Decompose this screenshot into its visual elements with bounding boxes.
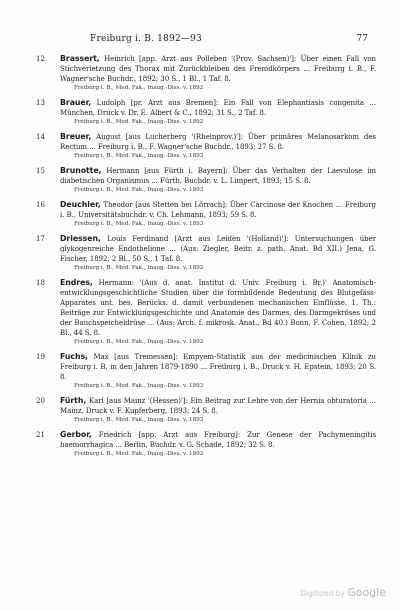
entry-body	[60, 396, 376, 416]
entry-body	[60, 234, 376, 264]
entry-text: Hermann: '(Aus d. anat. Institut d. Univ. Freiburg i. Br.)' Anatomisch-entwicklungsgeschichtliche Studien über die formbildende Bedeutung des Blutgefäss-Apparates unt. bes. Berücks. d. damit verbundenen mechanischen Einflüsse. 1. Th.: Beiträge zur Entwicklungsgeschichte und Anatomie des Darmes, des Darmgekröses und der Bauchspeicheldrüse ... (Aus: Arch. f. mikrosk. Anat., Bd 40.) Bonn, F. Cohen, 1892; 2 Bl., 44 S. 8.	[60, 279, 376, 337]
entry-number: 13	[36, 99, 45, 107]
entry-text: Ludolph [pr. Arzt aus Bremen]: Ein Fall von Elephantiasis congenita ... München, Druck v. Dr. E. Albert & C., 1892; 31 S., 2 Taf. 8.	[60, 99, 376, 117]
entry-author: Fuchs,	[60, 352, 88, 361]
entry-number: 14	[36, 133, 45, 141]
page-number: 77	[356, 34, 368, 44]
entry-note: Freiburg i. B., Med. Fak., Inaug.-Diss. v. 1893	[74, 153, 204, 159]
entry-text: Max [aus Tremessen]: Empyem-Statistik aus der medicinischen Klinik zu Freiburg i. B. in den Jahren 1879-1890 ... Freiburg i. B., Druck v. H. Epstein, 1893; 20 S. 8.	[60, 353, 376, 381]
list-item	[30, 98, 376, 126]
entry-body	[60, 352, 376, 382]
entry-number: 18	[36, 279, 45, 287]
entry-author: Brassert,	[60, 54, 100, 63]
list-item	[30, 54, 376, 92]
entry-body	[60, 132, 376, 152]
entry-text: August [aus Lucherberg '(Rheinprov.)']: Über primäres Melanosarkom des Rectum ... Freiburg i. B., F. Wagner'sche Buchdr., 1893; 27 S. 8.	[60, 133, 376, 151]
entry-note: Freiburg i. B., Med. Fak., Inaug.-Diss. v. 1893	[74, 187, 204, 193]
entry-author: Deuchler,	[60, 200, 101, 209]
entry-author: Brauer,	[60, 98, 92, 107]
entry-note: Freiburg i. B., Med. Fak., Inaug.-Diss. v. 1892	[74, 85, 204, 91]
entry-note: Freiburg i. B., Med. Fak., Inaug.-Diss. v. 1893	[74, 221, 204, 227]
page-header	[30, 34, 382, 48]
entry-note: Freiburg i. B., Med. Fak., Inaug.-Diss. v. 1892	[74, 451, 204, 457]
entry-author: Breuer,	[60, 132, 92, 141]
entry-text: Heinrich [app. Arzt aus Polleben '(Prov. Sachsen)']: Über einen Fall von Stichverletzung des Thorax mit Zurückbleiben des Fremdkörpers ... Freiburg i. B., F. Wagner'sche Buchdr., 1892; 30 S., 1 Bl., 1 Taf. 8.	[60, 55, 376, 83]
entry-note: Freiburg i. B., Med. Fak., Inaug.-Diss. v. 1892	[74, 339, 204, 345]
google-logo: Google	[347, 586, 386, 599]
list-item	[30, 166, 376, 194]
entry-number: 20	[36, 397, 45, 405]
entry-note: Freiburg i. B., Med. Fak., Inaug.-Diss. v. 1892	[74, 119, 204, 125]
entry-body	[60, 166, 376, 186]
list-item	[30, 200, 376, 228]
entry-text: Friedrich [app. Arzt aus Freiburg]: Zur Genese der Pachymeningitis haemorrhagica ... Berlin, Buchdr. v. G. Schade, 1892; 32 S. 8.	[60, 431, 376, 449]
entry-number: 21	[36, 431, 45, 439]
entry-number: 15	[36, 167, 45, 175]
list-item	[30, 396, 376, 424]
entry-number: 17	[36, 235, 45, 243]
entry-note: Freiburg i. B., Med. Fak., Inaug.-Diss. v. 1893	[74, 383, 204, 389]
watermark-prefix: Digitized by	[300, 589, 345, 598]
entry-list	[30, 54, 376, 464]
entry-author: Brunotte,	[60, 166, 102, 175]
list-item	[30, 352, 376, 390]
entry-note: Freiburg i. B., Med. Fak., Inaug.-Diss. v. 1893	[74, 417, 204, 423]
entry-text: Hermann [aus Fürth i. Bayern]: Über das Verhalten der Laevulose im diabetischen Organismus ... Fürth, Buchdr. v. L. Limpert, 1893; 15 S. 8.	[60, 167, 376, 185]
running-title: Freiburg i. B. 1892—93	[90, 34, 202, 44]
entry-number: 16	[36, 201, 45, 209]
entry-text: Karl [aus Mainz '(Hessen)']: Ein Beitrag zur Lehre von der Hernia obturatoria ... Mainz, Druck v. F. Kupferberg, 1893; 24 S. 8.	[60, 397, 376, 415]
digitized-watermark	[300, 586, 386, 599]
entry-note: Freiburg i. B., Med. Fak., Inaug.-Diss. v. 1892	[74, 265, 204, 271]
entry-body	[60, 278, 376, 338]
entry-body	[60, 200, 376, 220]
entry-number: 12	[36, 55, 45, 63]
entry-author: Fürth,	[60, 396, 87, 405]
entry-author: Driessen,	[60, 234, 101, 243]
entry-body	[60, 54, 376, 84]
entry-body	[60, 98, 376, 118]
list-item	[30, 430, 376, 458]
list-item	[30, 278, 376, 346]
entry-author: Endres,	[60, 278, 93, 287]
list-item	[30, 132, 376, 160]
entry-number: 19	[36, 353, 45, 361]
entry-body	[60, 430, 376, 450]
entry-text: Louis Ferdinand [Arzt aus Leiden '(Holland)']: Untersuchungen über glykogenreiche Endothelione ... (Aus: Ziegler, Beitr. z. path. Anat. Bd XII.) Jena, G. Fischer, 1892; 2 Bl., 50 S., 1 Taf. 8.	[60, 235, 376, 263]
list-item	[30, 234, 376, 272]
entry-text: Theodor [aus Stetten bei Lörrach]: Über Carcinose der Knochen ... Freiburg i. B., Universitätsbuchdr. v. Ch. Lehmann, 1893; 59 S. 8.	[60, 201, 376, 219]
entry-author: Gerbor,	[60, 430, 92, 439]
